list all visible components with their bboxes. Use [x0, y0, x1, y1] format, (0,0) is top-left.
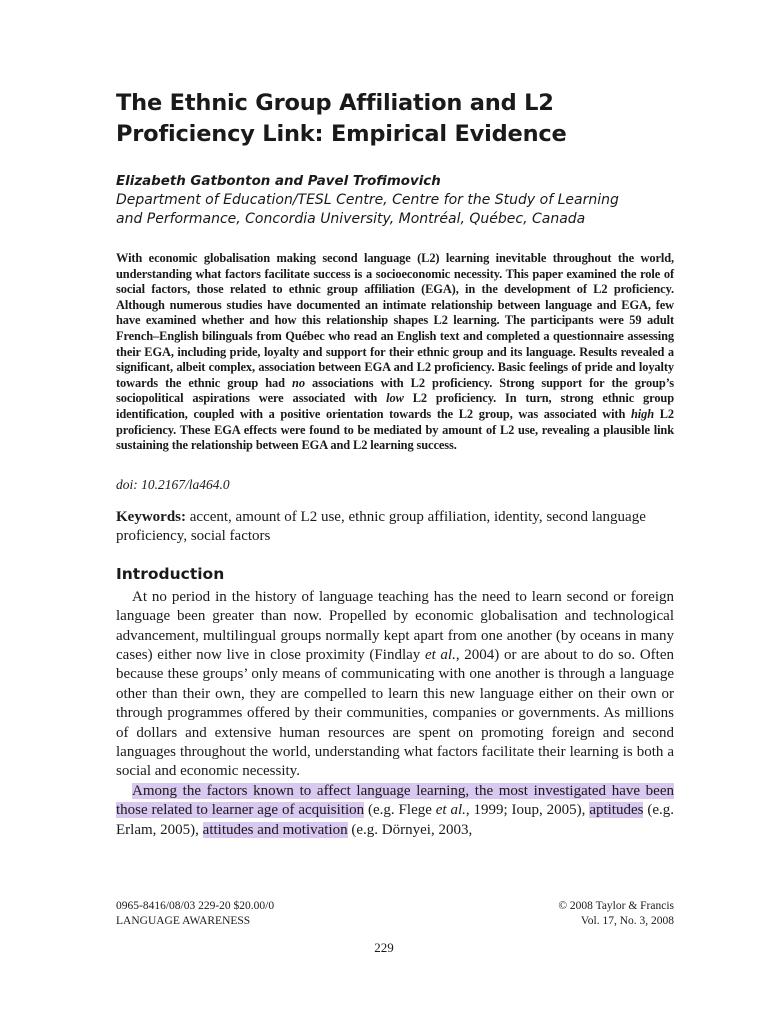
doi: doi: 10.2167/la464.0 [116, 476, 230, 492]
footer-issn: 0965-8416/08/03 229-20 $20.00/0 [116, 900, 275, 912]
abstract-emphasis-no: no [292, 375, 305, 390]
keywords-text: accent, amount of L2 use, ethnic group affiliation, identity, second language proficiency, social factors [116, 508, 646, 544]
paragraph-2-text-d: (e.g. Dörnyei, 2003, [347, 821, 473, 838]
abstract-text-2: associations with L2 proficiency. Strong support for the group’s sociopolitical aspirations were associated with [116, 375, 674, 406]
paragraph-2 [116, 782, 674, 840]
paragraph-1-text-b: , 2004) or are about to do so. Often because these groups’ only means of communicating with one another is through a language other than their own, they are compelled to learn this new language either on their own or through programmes offered by their communities, companies or governments. As millions of dollars and extensive human resources are spent on promoting foreign and second languages throughout the world, understanding what factors facilitate their learning is both a social and economic necessity. [116, 646, 674, 780]
page-number: 229 [374, 940, 394, 955]
paragraph-2-text-c: (e.g. Erlam, 2005), [116, 802, 674, 838]
highlight-attitudes-motivation[interactable]: attitudes and motivation [202, 821, 348, 838]
section-heading-introduction: Introduction [116, 564, 225, 583]
footer-right [558, 899, 674, 929]
highlight-age-of-acquisition[interactable]: Among the factors known to affect language learning, the most investigated have been those related to learner age of acquisition [116, 782, 674, 819]
affiliation-line-1: Department of Education/TESL Centre, Centre for the Study of Learning [116, 192, 619, 208]
paragraph-2-text-b: , 1999; Ioup, 2005), [465, 802, 590, 819]
keywords-label: Keywords: [116, 508, 186, 525]
footer-volume: Vol. 17, No. 3, 2008 [580, 915, 674, 927]
footer-journal: LANGUAGE AWARENESS [116, 915, 251, 927]
article-title [116, 88, 674, 150]
abstract-text-4: L2 proficiency. These EGA effects were found to be mediated by amount of L2 use, revealing a plausible link sustaining the relationship between EGA and L2 learning success. [116, 406, 674, 453]
paragraph-1 [116, 588, 674, 782]
title-line-2: Proficiency Link: Empirical Evidence [116, 121, 567, 147]
affiliation-line-2: and Performance, Concordia University, Montréal, Québec, Canada [116, 211, 586, 227]
introduction-body [116, 588, 674, 840]
abstract-text-3: L2 proficiency. In turn, strong ethnic group identification, coupled with a positive orientation towards the L2 group, was associated with [116, 391, 674, 421]
affiliation [116, 191, 674, 229]
abstract [116, 251, 674, 454]
title-line-1: The Ethnic Group Affiliation and L2 [116, 90, 554, 116]
keywords [116, 508, 674, 546]
citation-et-al: et al. [435, 802, 466, 819]
abstract-text-1: With economic globalisation making second language (L2) learning inevitable throughout the world, understanding what factors facilitate success is a socioeconomic necessity. This paper examined the role of social factors, those related to ethnic group affiliation (EGA), in the development of L2 proficiency. Although numerous studies have documented an intimate relationship between language and EGA, few have examined whether and how this relationship shapes L2 learning. The participants were 59 adult French–English bilinguals from Québec who read an English text and completed a questionnaire assessing their EGA, including pride, loyalty and support for their ethnic group and its language. Results revealed a significant, albeit complex, association between EGA and L2 proficiency. Basic feelings of pride and loyalty towards the ethnic group had [116, 251, 674, 390]
footer-copyright: © 2008 Taylor & Francis [558, 900, 674, 912]
paragraph-2-text-a: (e.g. Flege [364, 802, 436, 819]
citation-et-al: et al. [424, 646, 456, 663]
article-page [116, 88, 674, 840]
authors: Elizabeth Gatbonton and Pavel Trofimovich [116, 174, 441, 189]
paragraph-1-text-a: At no period in the history of language teaching has the need to learn second or foreign language been greater than now. Propelled by economic globalisation and technological advancement, multilingual groups normally kept apart from one another (by oceans in many cases) either now live in close proximity (Findlay [116, 588, 674, 663]
abstract-emphasis-high: high [630, 406, 654, 421]
footer-left [116, 899, 274, 929]
abstract-emphasis-low: low [386, 391, 404, 406]
highlight-aptitudes[interactable]: aptitudes [589, 802, 644, 819]
